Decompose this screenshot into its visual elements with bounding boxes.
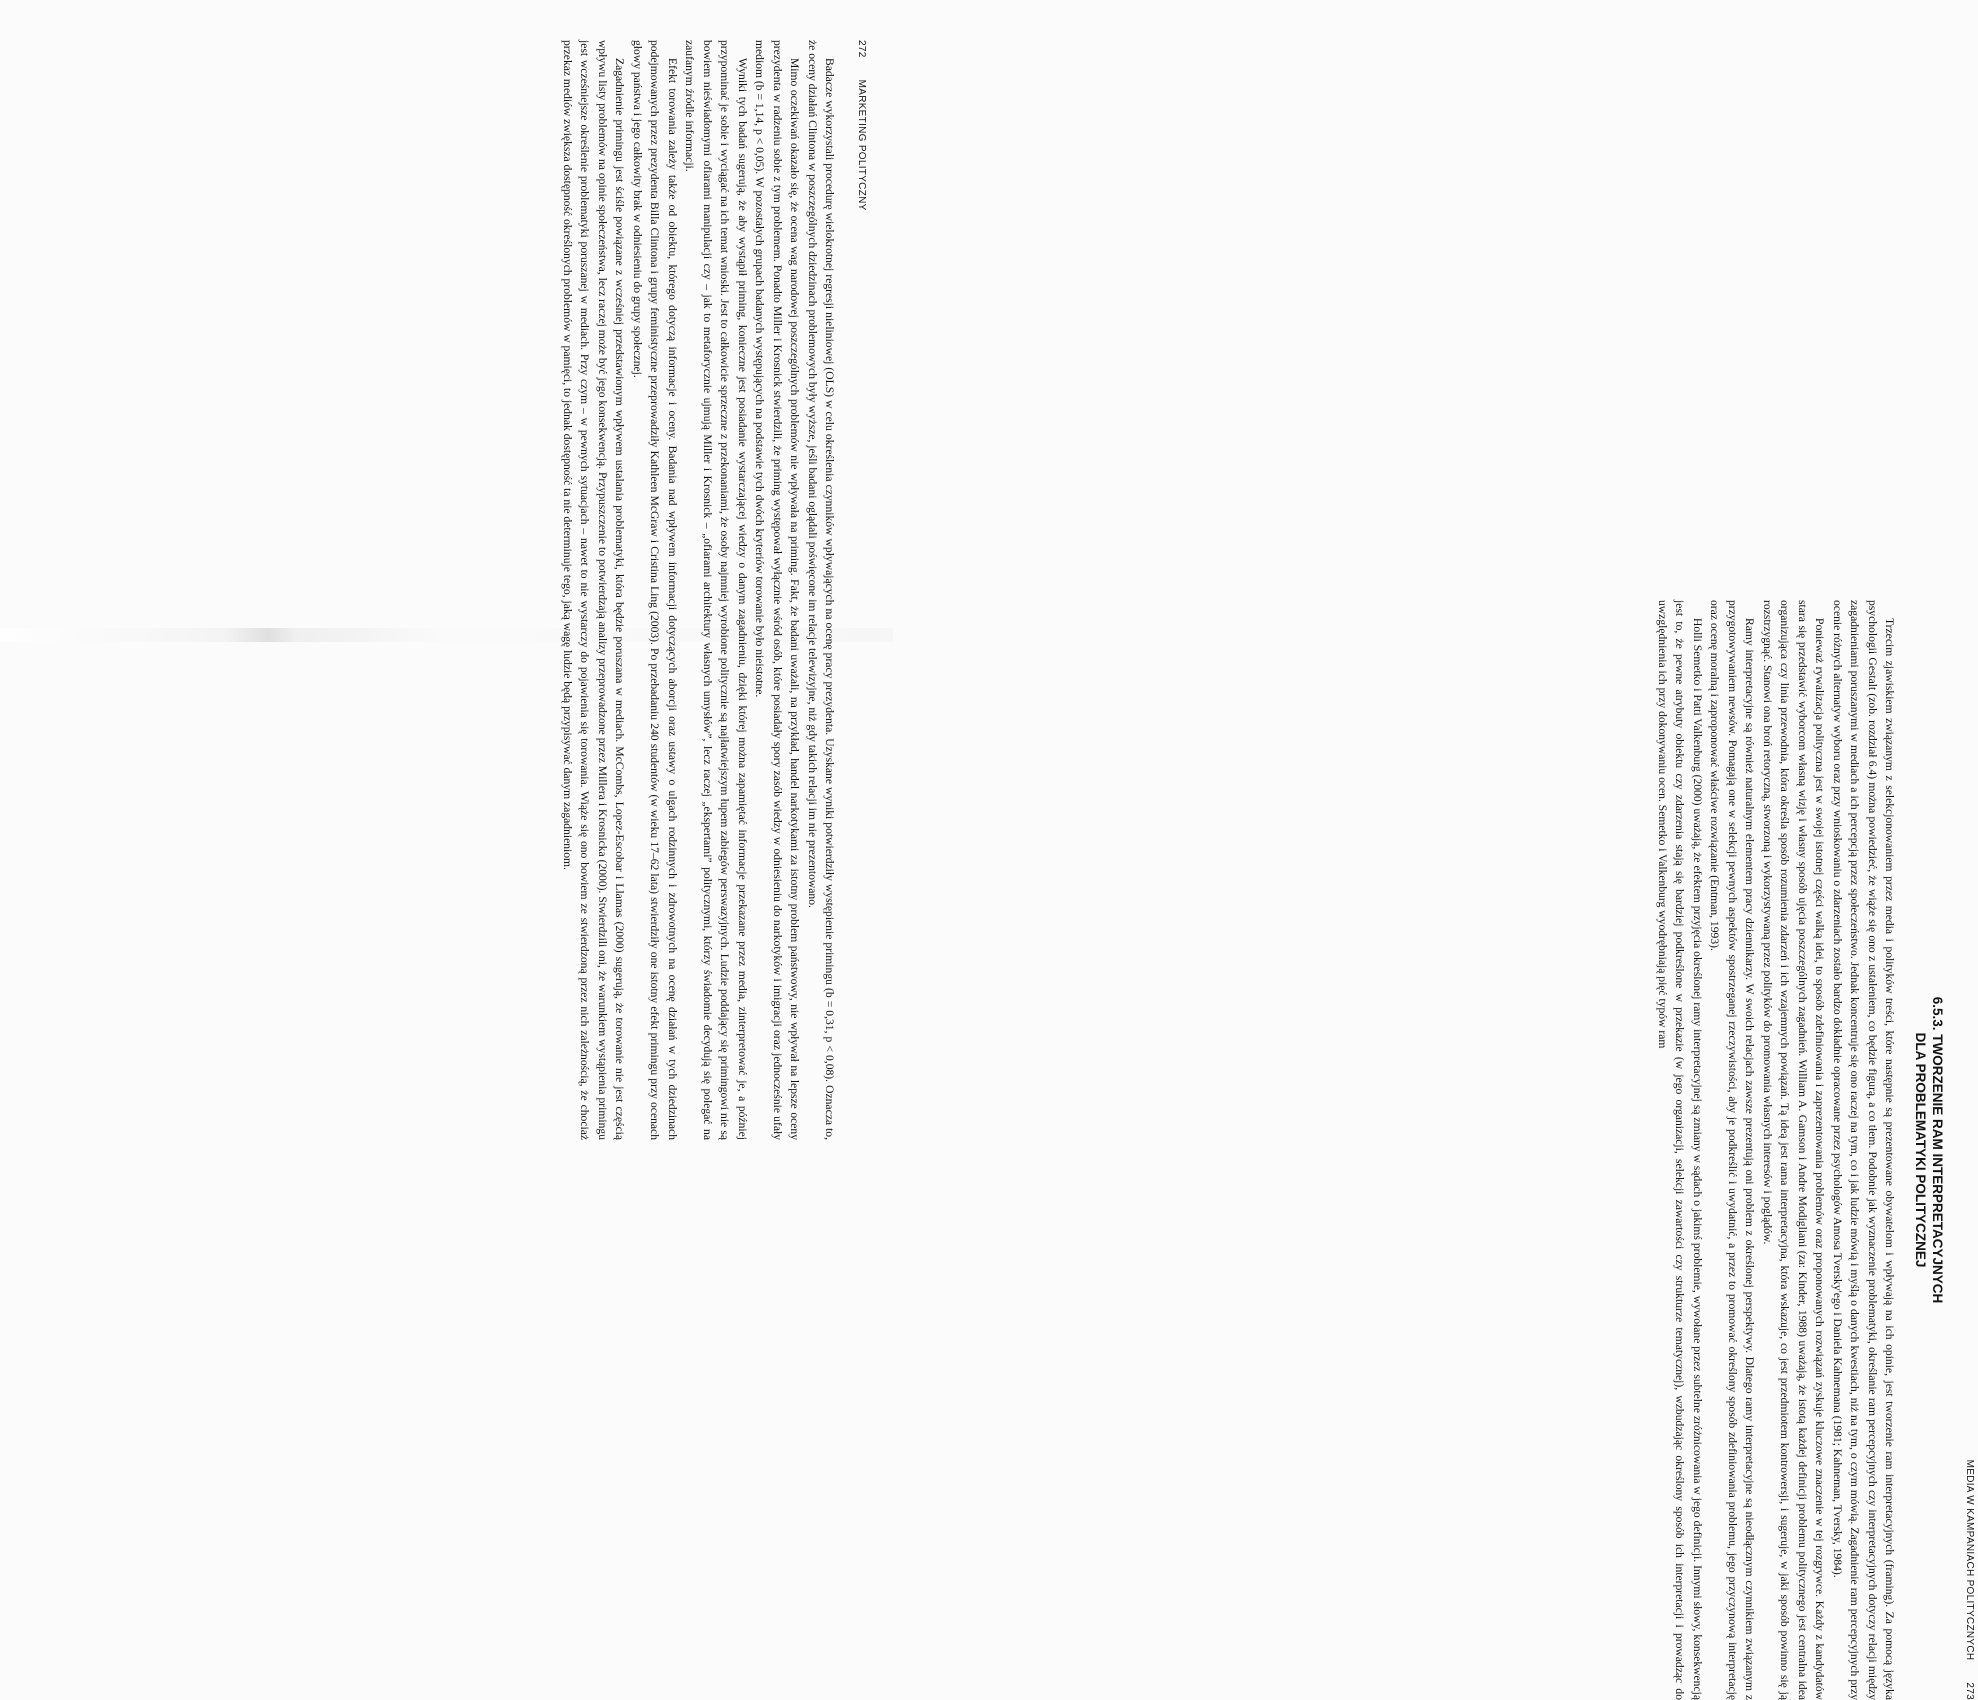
left-page	[370, 40, 870, 1140]
right-running-head	[1961, 600, 1978, 1700]
left-paragraph-4: Efekt torowania zależy także od obiektu, którego dotyczą informacje i oceny. Badania nad wpływem informacji dotyczących aborcji oraz ustawy o ulgach rodzinnych i zdrowotnych na ocenę działań w tych dziedzinach podejmowanych przez prezydenta Billa Clintona i grupy feministyczne przeprowadziły Kathleen McGraw i Cristina Ling (2003). Po przebadaniu 240 studentów (w wieku 17–62 lata) stwierdziły one istotny efekt primingu przy ocenach głowy państwa i jego całkowity brak w odniesieniu do grupy społecznej.	[629, 40, 682, 1140]
left-paragraph-1: Badacze wykorzystali procedurę wielokrotnej regresji nieliniowej (OLS) w celu określenia czynników wpływających na ocenę pracy prezydenta. Uzyskane wyniki potwierdziły występienie primingu (b = 0,31, p < 0,08). Oznacza to, że oceny działań Clintona w poszczególnych dziedzinach problemowych były wyższe, jeśli badani oglądali poświęcone im relacje telewizyjne, niż gdy takich relacji im nie prezentowano.	[804, 40, 839, 1140]
left-running-title: MARKETING POLITYCZNY	[853, 58, 871, 1140]
left-running-head	[853, 40, 871, 1140]
section-title-line-1: 6.5.3. TWORZENIE RAM INTERPRETACYJNYCH	[1930, 600, 1947, 1700]
right-paragraph-2: Ponieważ rywalizacja polityczna jest w swojej istotnej części walką idei, to sposób zdefiniowania i zaprezentowania problemów oraz proponowanych rozwiązań zyskuje kluczowe znaczenie w tej rozgrywce. Każdy z kandydatów stara się przedstawić wyborcom własną wizję i własny sposób ujęcia poszczególnych zagadnień. William A. Gamson i Andre Modigliani (za: Kinder, 1988) uważają, że istotą każdej definicji problemu politycznego jest centralna idea organizująca czy linia przewodnia, która określa sposób rozumienia zdarzeń i ich wzajemnych powiązań. Tą ideą jest rama interpretacyjna, która wskazuje, co jest przedmiotem kontrowersji, i sugeruje, w jaki sposób powinno się ją rozstrzygnąć. Stanowi ona broń retoryczną, stworzoną i wykorzystywaną przez polityków do promowania własnych interesów i poglądów.	[1759, 600, 1829, 1700]
left-paragraph-5: Zagadnienie primingu jest ściśle powiązane z wcześniej przedstawionym wpływem ustalania problematyki, która będzie poruszana w mediach. McCombs, Lopez-Escobar i Llamas (2000) sugerują, że torowanie nie jest częścią wpływu listy problemów na opinie społeczeństwa, lecz raczej może być jego konsekwencją. Przypuszczenie to potwierdzają analizy przeprowadzone przez Millera i Krosnicka (2000). Stwierdzili oni, że warunkiem wystąpienia primingu jest wcześniejsze określenie problematyki poruszanej w mediach. Przy czym – w pewnych sytuacjach – nawet to nie wystarczy do pojawienia się torowania. Wiąże się ono bowiem ze stwierdzoną przez nich zależnością, że chociaż przekaz mediów zwiększa dostępność określonych problemów w pamięci, to jednak dostępność ta nie determinuje tego, jaką wagę ludzie będą przypisywać danym zagadnieniom.	[559, 40, 629, 1140]
left-paragraph-2: Mimo oczekiwań okazało się, że ocena wag narodowej poszczególnych problemów nie wpływała na priming. Fakt, że badani uważali, na przykład, handel narkotykami za istotny problem państwowy, nie wpływał na lepsze oceny prezydenta w radzeniu sobie z tym problemem. Ponadto Miller i Krosnick stwierdzili, że priming występował wyłącznie wśród osób, które posiadały spory zasób wiedzy w odniesieniu do narkotyków i imigracji oraz jednocześnie ufały mediom (b = 1,14, p < 0,05). W pozostałych grupach badanych występujących na podstawie tych dwóch kryteriów torowanie było nieistotne.	[751, 40, 804, 1140]
right-paragraph-1: Trzecim zjawiskiem związanym z selekcjonowaniem przez media i polityków treści, które następnie są prezentowane obywatelom i wpływają na ich opinie, jest tworzenie ram interpretacyjnych (framing). Za pomocą języka psychologii Gestalt (zob. rozdział 6.4) można powiedzieć, że wiąże się ono z ustaleniem, co będzie figurą, a co tłem. Podobnie jak wyznaczenie problematyki, określanie ram percepcyjnych czy interpretacyjnych dotyczy relacji między zagadnieniami poruszanymi w mediach a ich percepcją przez społeczeństwo. Jednak koncentruje się ono raczej na tym, co i jak ludzie mówią i myślą o danych kwestiach, niż na tym, o czym mówią. Zagadnienie ram percepcyjnych przy ocenie różnych alternatyw wyboru oraz przy wnioskowaniu o zdarzeniach zostało bardzo dokładnie opracowane przez psychologów Amosa Tversky'ego i Daniela Kahnemana (1981; Kahneman, Tversky, 1984).	[1829, 600, 1899, 1700]
section-title-line-2: DLA PROBLEMATYKI POLITYCZNEJ	[1913, 600, 1930, 1700]
right-running-title: MEDIA W KAMPANIACH POLITYCZNYCH	[1961, 600, 1978, 1682]
right-page-number: 273	[1961, 1682, 1978, 1700]
left-paragraph-3: Wyniki tych badań sugerują, że aby wystąpił priming, konieczne jest posiadanie wystarczającej wiedzy o danym zagadnieniu, dzięki której można zapamiętać informacje przekazane przez media, zinterpretować je, a później przypominać je sobie i wyciągać na ich temat wnioski. Jest to całkowicie sprzeczne z przekonaniami, że osoby najmniej wyrobione politycznie są najłatwiejszym łupem zabiegów perswazyjnych. Ludzie poddający się primingowi nie są bowiem nieświadomymi ofiarami manipulacji czy – jak to metaforycznie ujmują Miller i Krosnick – „ofiarami architektury własnych umysłów”, lecz raczej „ekspertami” politycznymi, którzy świadomie decydują się polegać na zaufanym źródle informacji.	[681, 40, 751, 1140]
right-page	[1398, 600, 1978, 1700]
right-paragraph-4: Holli Semetko i Patti Valkenburg (2000) uważają, że efektem przyjęcia określonej ramy interpretacyjnej są zmiany w sądach o jakimś problemie, wywołane przez subtelne zróżnicowania w jego definicji. Innymi słowy, konsekwencją jest to, że pewne atrybuty obiektu czy zdarzenia stają się bardziej podkreślone w przekazie (w jego organizacji, selekcji zawartości czy strukturze tematycznej), wzbudzając określony sposób ich interpretacji i prowadząc do uwzględnienia ich przy dokonywaniu ocen. Semetko i Valkenburg wyodrębniają pięć typów ram	[1654, 600, 1707, 1700]
section-title	[1913, 600, 1947, 1700]
right-paragraph-3: Ramy interpretacyjne są również naturalnym elementem pracy dziennikarzy. W swoich relacjach zawsze prezentują oni problem z określonej perspektywy. Dlatego ramy interpretacyjne są nieodłącznym czynnikiem związanym z przygotowywaniem newsów. Pomagają one w selekcji pewnych aspektów spostrzeganej rzeczywistości, aby je podkreślić i uwydatnić, a przez to promować określony sposób zdefiniowania problemu, jego przyczynową interpretację oraz ocenę moralną i zaproponować właściwe rozwiązanie (Entman, 1993).	[1706, 600, 1759, 1700]
left-page-number: 272	[853, 40, 871, 58]
